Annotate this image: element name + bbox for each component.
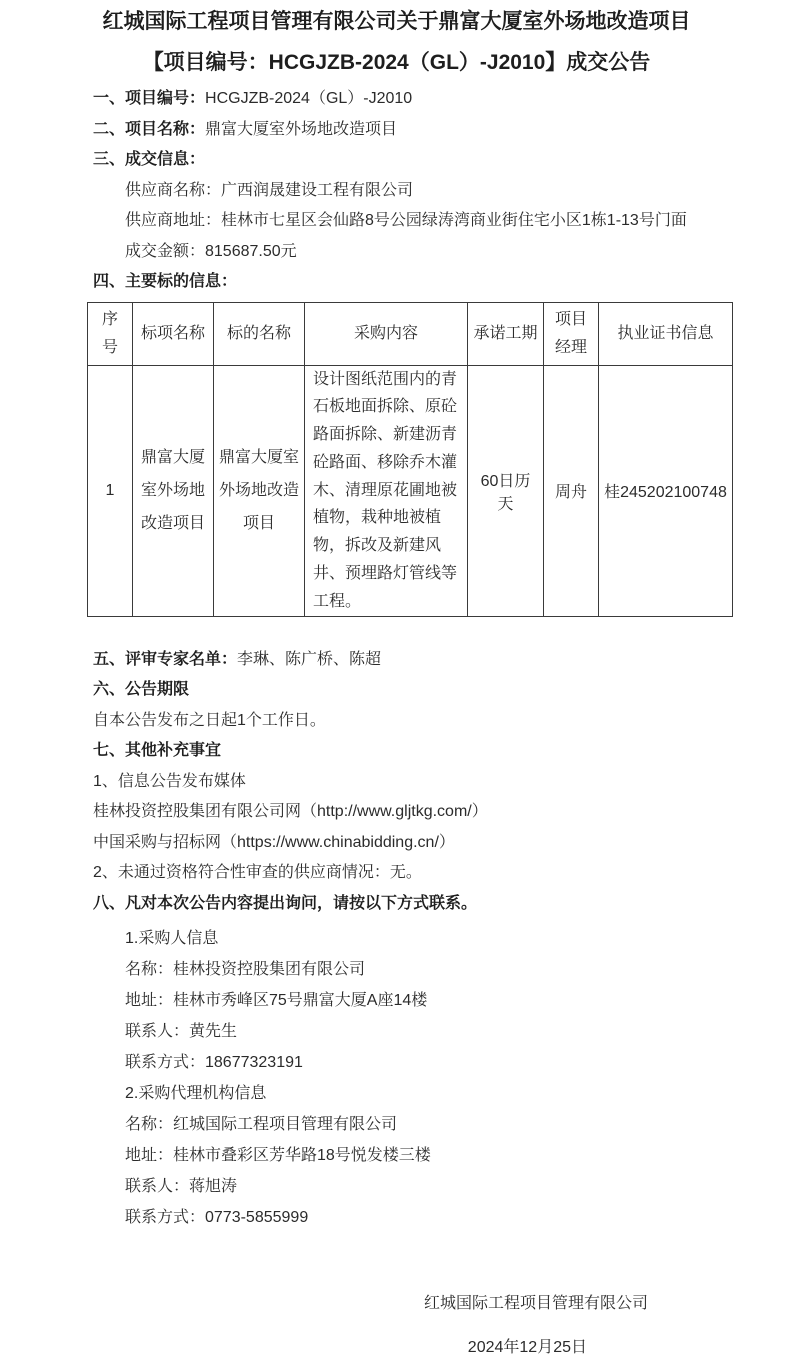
section-announcement-period-heading: 六、公告期限: [93, 681, 190, 699]
table-header-manager: 项目经理: [544, 302, 599, 365]
buyer-contact-person-line: 联系人：黄先生: [125, 1023, 238, 1041]
buyer-info-heading: 1.采购人信息: [125, 930, 219, 948]
cell-item-name: 鼎富大厦室外场地改造项目: [133, 365, 214, 616]
buyer-phone-line: 联系方式：18677323191: [125, 1054, 303, 1072]
project-number-value: HCGJZB-2024（GL）-J2010: [205, 90, 413, 107]
buyer-name-line: 名称：桂林投资控股集团有限公司: [125, 961, 366, 979]
cell-subject-name: 鼎富大厦室外场地改造项目: [214, 365, 305, 616]
signature-block: [93, 1288, 743, 1363]
agency-info-heading: 2.采购代理机构信息: [125, 1085, 267, 1103]
section-deal-info-heading: 三、成交信息：: [93, 151, 206, 168]
cell-duration: 60日历天: [468, 365, 544, 616]
post-table-sections: [93, 645, 743, 920]
contact-info-block: [93, 923, 743, 1233]
agency-contact-person-line: 联系人：蒋旭涛: [125, 1178, 238, 1196]
section-subject-info-heading: 四、主要标的信息：: [93, 273, 238, 290]
document-title-line1: 红城国际工程项目管理有限公司关于鼎富大厦室外场地改造项目: [102, 10, 691, 33]
signature-company: 红城国际工程项目管理有限公司: [423, 1295, 648, 1313]
table-header-certificate: 执业证书信息: [599, 302, 733, 365]
media-list-heading: 1、信息公告发布媒体: [93, 772, 246, 790]
document-title-line2: 【项目编号：HCGJZB-2024（GL）-J2010】成交公告: [142, 51, 651, 74]
project-name-value: 鼎富大厦室外场地改造项目: [205, 120, 398, 138]
table-header-content: 采购内容: [305, 302, 468, 365]
section-project-name: [93, 115, 743, 146]
table-header-seq: 序号: [88, 302, 133, 365]
section-contact-heading: 八、凡对本次公告内容提出询问，请按以下方式联系。: [93, 894, 478, 912]
agency-address-line: 地址：桂林市叠彩区芳华路18号悦发楼三楼: [125, 1147, 431, 1165]
section-project-number: [93, 84, 743, 115]
subject-info-table: [87, 302, 733, 617]
unqualified-suppliers-line: 2、未通过资格符合性审查的供应商情况：无。: [93, 864, 422, 882]
media-site-1: 桂林投资控股集团有限公司网（http://www.gljtkg.com/）: [93, 803, 488, 821]
announcement-period-text: 自本公告发布之日起1个工作日。: [93, 711, 326, 729]
experts-names: 李琳、陈广桥、陈超: [237, 650, 382, 668]
agency-phone-line: 联系方式：0773-5855999: [125, 1209, 309, 1227]
section-experts: [93, 645, 743, 676]
table-row: [88, 365, 733, 616]
media-site-2: 中国采购与招标网（https://www.chinabidding.cn/）: [93, 833, 455, 851]
table-header-subject-name: 标的名称: [214, 302, 305, 365]
section-project-name-label: 二、项目名称：: [93, 120, 206, 138]
deal-amount-line: 成交金额：815687.50元: [125, 242, 297, 260]
signature-date: 2024年12月25日: [467, 1339, 587, 1357]
cell-procurement-content: 设计图纸范围内的青石板地面拆除、原砼路面拆除、新建沥青砼路面、移除乔木灌木、清理原花圃地被植物，栽种地被植物，拆改及新建风井、预埋路灯管线等工程。: [305, 365, 468, 616]
section-experts-label: 五、评审专家名单：: [93, 650, 238, 668]
supplier-address-line: 供应商地址：桂林市七星区会仙路8号公园绿涛湾商业街住宅小区1栋1-13号门面: [125, 212, 687, 229]
cell-manager: 周舟: [544, 365, 599, 616]
table-header-item-name: 标项名称: [133, 302, 214, 365]
cell-certificate: 桂245202100748: [599, 365, 733, 616]
document-title-block: [0, 0, 793, 77]
table-header-row: [88, 302, 733, 365]
document-body: [93, 84, 743, 1363]
agency-name-line: 名称：红城国际工程项目管理有限公司: [125, 1116, 398, 1134]
buyer-address-line: 地址：桂林市秀峰区75号鼎富大厦A座14楼: [125, 992, 428, 1010]
cell-seq: 1: [88, 365, 133, 616]
section-other-matters-heading: 七、其他补充事宜: [93, 742, 222, 760]
table-header-duration: 承诺工期: [468, 302, 544, 365]
supplier-name-line: 供应商名称：广西润晟建设工程有限公司: [125, 181, 414, 199]
section-project-number-label: 一、项目编号：: [93, 90, 206, 107]
